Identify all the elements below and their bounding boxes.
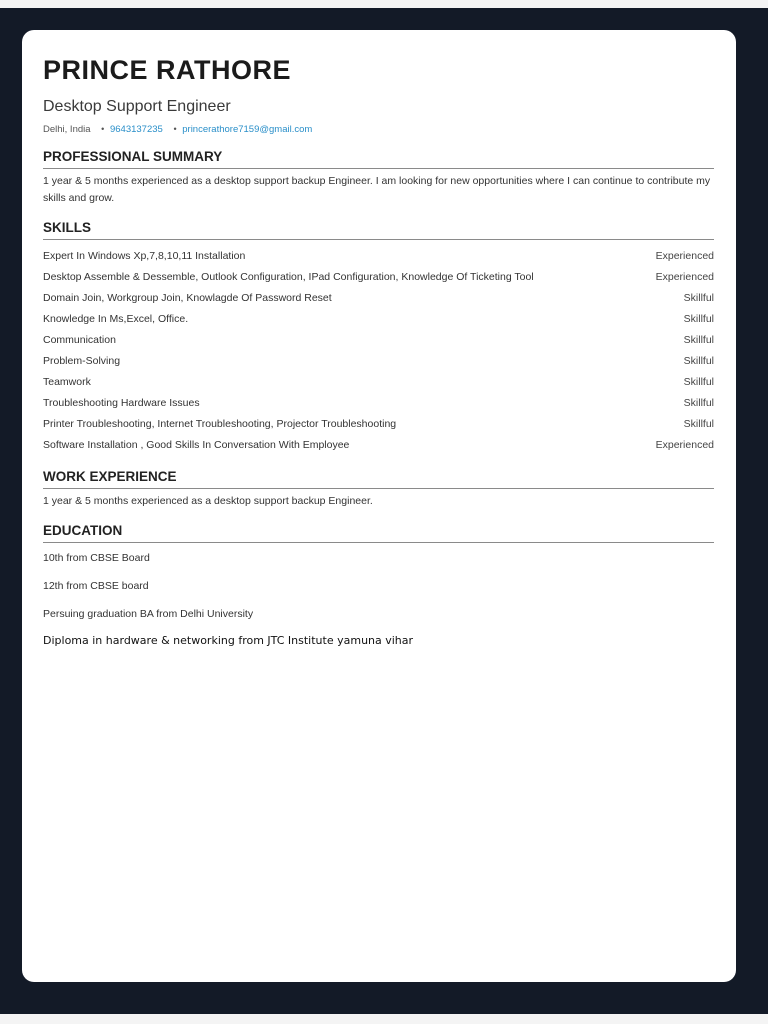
bottom-border [0,1014,768,1024]
skill-level: Experienced [655,250,714,262]
skill-name: Knowledge In Ms,Excel, Office. [43,313,189,325]
skill-row [43,414,714,435]
top-border [0,0,768,8]
skill-level: Experienced [655,271,714,283]
skill-name: Communication [43,334,116,346]
skill-name: Problem-Solving [43,355,121,367]
skill-row [43,330,714,351]
experience-heading: WORK EXPERIENCE [43,468,714,489]
skill-level: Experienced [655,439,714,451]
skill-level: Skillful [683,376,714,388]
education-item: 12th from CBSE board [43,580,149,592]
education-list [43,550,714,647]
skill-level: Skillful [683,313,714,325]
skill-row [43,393,714,414]
skill-name: Desktop Assemble & Dessemble, Outlook Configuration, IPad Configuration, Knowledge Of Ticketing Tool [43,271,534,283]
summary-heading: PROFESSIONAL SUMMARY [43,148,714,169]
candidate-name: PRINCE RATHORE [43,55,292,85]
skill-row [43,267,714,288]
skill-name: Expert In Windows Xp,7,8,10,11 Installation [43,250,246,262]
phone-link[interactable]: 9643137235 [109,124,163,135]
skills-heading: SKILLS [43,219,714,240]
education-item: Diploma in hardware & networking from JTC Institute yamuna vihar [43,634,414,647]
education-heading: EDUCATION [43,522,714,543]
skill-level: Skillful [683,355,714,367]
skill-level: Skillful [683,418,714,430]
skill-row [43,309,714,330]
experience-text: 1 year & 5 months experienced as a desktop support backup Engineer. [43,495,373,507]
skill-row [43,351,714,372]
resume-page [22,30,736,982]
skill-name: Troubleshooting Hardware Issues [43,397,200,409]
skill-row [43,435,714,456]
bullet-icon: • [101,124,105,134]
skills-list [43,246,714,456]
skill-row [43,246,714,267]
skill-level: Skillful [683,334,714,346]
skill-name: Printer Troubleshooting, Internet Troubleshooting, Projector Troubleshooting [43,418,397,430]
skill-level: Skillful [683,397,714,409]
education-item: 10th from CBSE Board [43,552,150,564]
email-link[interactable]: princerathore7159@gmail.com [182,124,313,135]
skill-name: Software Installation , Good Skills In Conversation With Employee [43,439,350,451]
summary-text: 1 year & 5 months experienced as a desktop support backup Engineer. I am looking for new opportunities where I can continue to contribute my skills and grow. [43,175,711,204]
skill-row [43,372,714,393]
job-title: Desktop Support Engineer [43,98,231,115]
skill-name: Teamwork [43,376,91,388]
bullet-icon: • [173,124,177,134]
location: Delhi, India [43,124,91,135]
skill-row [43,288,714,309]
skill-level: Skillful [683,292,714,304]
skill-name: Domain Join, Workgroup Join, Knowlagde Of Password Reset [43,292,332,304]
education-item: Persuing graduation BA from Delhi University [43,608,254,620]
contact-line [43,122,714,136]
